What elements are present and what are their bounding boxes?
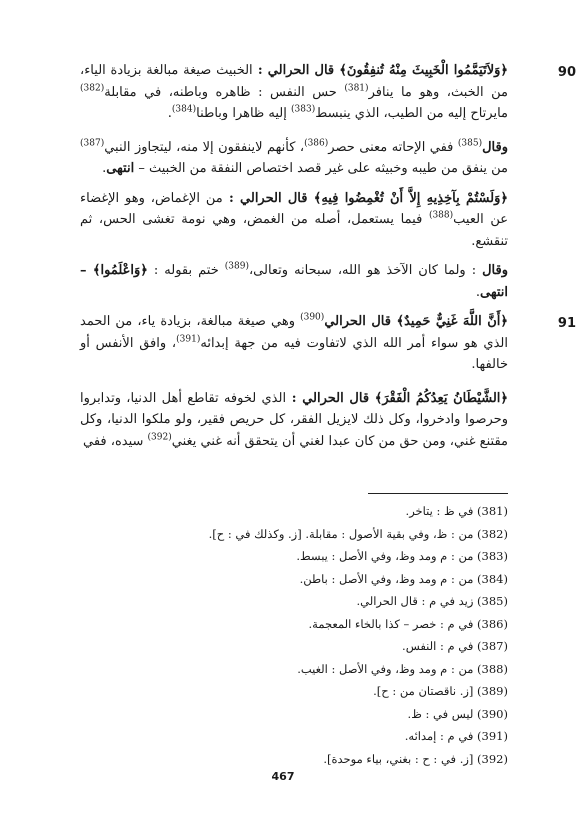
footnote: (388) من : م ومد وظ، وفي الأصل : الغيب.	[297, 661, 508, 676]
text-run: سيده، ففي	[82, 433, 148, 449]
footnote-ref: (387)	[80, 138, 105, 149]
footnote: (386) في م : خصر – كذا بالخاء المعجمة.	[308, 616, 508, 631]
quoted-text: ﴿الشَّيْطَانُ يَعِدُكُمُ الْفَقْرَ﴾ قال الحرالي :	[286, 390, 509, 406]
quoted-text: وقال	[482, 139, 508, 155]
text-run: وهي صيغة مبالغة، بزيادة ياء، من الحمد الذي هو سواء أمر الله الذي لاتفاوت فيه من جهة إبدائه	[80, 314, 508, 351]
footnote-ref: (385)	[457, 138, 483, 149]
verse-number: 91	[557, 316, 576, 331]
footnote: (385) زيد في م : قال الحرالي.	[356, 594, 508, 608]
text-run: الخبيث صيغة مبالغة بزيادة الياء، من الخبث، وهو ما ينافر	[80, 63, 508, 100]
paragraph	[80, 188, 508, 253]
footnote-ref: (381)	[344, 83, 369, 94]
quoted-text: ﴿وَلاَتَيَمَّمُوا الْخَبِيثَ مِنْهُ تُنفِقُونَ﴾ قال الحرالي :	[252, 63, 508, 78]
footnote: (390) ليس في : ظ.	[407, 706, 508, 721]
footnote: (391) في م : إمدائه.	[404, 729, 508, 743]
paragraph	[80, 311, 576, 376]
footnote: (389) [ز. ناقصتان من : ح].	[373, 684, 508, 698]
footnote-ref: (383)	[291, 104, 316, 115]
footnote: (381) في ظ : يتاخر.	[405, 504, 508, 518]
quoted-text: وقال	[482, 263, 508, 278]
footnotes	[150, 500, 508, 770]
text-run: مايرتاح إليه من الطيب، الذي ينبسط	[315, 106, 508, 121]
footnote-separator	[368, 493, 508, 494]
text-run: من ينفق من طيبه وخبيثه على غير قصد اختصاص النفقة من الخبيث –	[134, 161, 508, 176]
quoted-text: ﴿وَاعْلَمُوا﴾ – انتهى	[80, 263, 508, 300]
text-run: الذي لخوفه تقاطع أهل الدنيا، وتدابروا وحرصوا وادخروا، وكل ذلك لايزيل الفقر، كل حريص فقير، ولو ملكوا الدنيا، وكل مقتنع غني، ومن حق من كان عبدا لغني أن يتحقق أنه غني يغني	[80, 390, 508, 449]
footnote: (384) من : م ومد وظ، وفي الأصل : باطن.	[299, 571, 508, 586]
footnote-ref: (392)	[147, 432, 172, 443]
text-run: ، كأنهم لاينفقون إلا منه، ليتجاوز النبي	[104, 139, 305, 155]
footnote-ref: (391)	[176, 334, 201, 345]
paragraph	[80, 137, 508, 180]
footnote: (382) من : ظ، وفي بقية الأصول : مقابلة. [ز. وكذلك في : ح].	[208, 526, 508, 541]
text-run: ، وافق الأنفس أو خالفها.	[80, 335, 508, 372]
text-run: من الإغماض، وهو الإغضاء عن العيب	[80, 190, 508, 227]
text-run: .	[167, 106, 172, 121]
paragraph	[80, 260, 508, 303]
text-run: ختم بقوله :	[147, 263, 225, 278]
footnote-ref: (388)	[428, 210, 454, 221]
text-run: فيما يستعمل، أصله من الغمض، وهي نومة تغشى الحس، ثم تنقشع.	[80, 212, 508, 249]
footnote: (387) في م : النفس.	[402, 639, 508, 653]
quoted-text: انتهى	[106, 161, 135, 176]
footnote-ref: (384)	[171, 104, 197, 115]
page-number: 467	[271, 770, 295, 783]
text-run: .	[102, 161, 107, 176]
paragraph	[80, 60, 576, 125]
text-run: ففي الإحاته معنى حصر	[328, 139, 458, 155]
quoted-text: ﴿وَلَسْتُمْ بِآخِذِيهِ إِلاَّ أَنْ تُغْمِضُوا فِيهِ﴾ قال الحرالي :	[222, 190, 508, 206]
footnote-ref: (390)	[300, 312, 325, 323]
footnote: (383) من : م ومد وظ، وفي الأصل : يبسط.	[296, 549, 508, 563]
footnote: (392) [ز. في : ح : بغني، بياء موحدة].	[323, 751, 508, 766]
footnote-ref: (386)	[304, 138, 329, 149]
quoted-text: ﴿أَنَّ اللَّهَ غَنِيٌّ حَمِيدٌ﴾ قال الحرالي	[324, 314, 509, 329]
text-run: .	[475, 284, 481, 300]
text-run: : ولما كان الآخذ هو الله، سبحانه وتعالى،	[248, 263, 483, 278]
main-text	[80, 60, 576, 460]
paragraph	[80, 388, 508, 453]
footnote-ref: (389)	[224, 261, 249, 272]
text-run: إليه ظاهرا وباطنا	[196, 106, 292, 121]
verse-number: 90	[557, 65, 576, 80]
footnote-ref: (382)	[80, 83, 105, 94]
text-run: حس النفس : ظاهره وباطنه، في مقابلة	[104, 84, 345, 100]
